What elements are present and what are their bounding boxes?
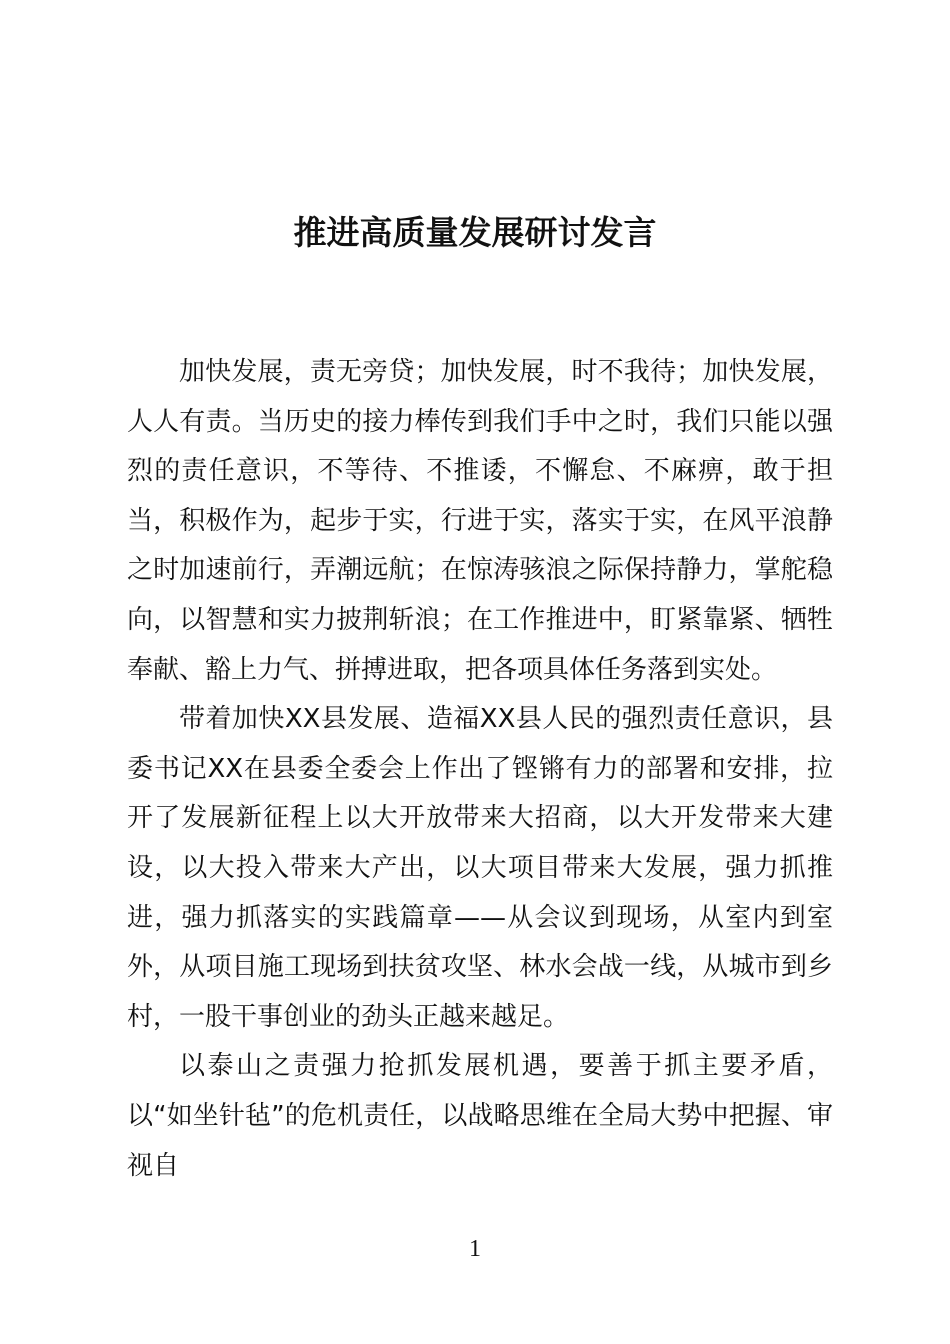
document-title: 推进高质量发展研讨发言: [293, 213, 657, 252]
paragraph-3: 以泰山之责强力抢抓发展机遇，要善于抓主要矛盾，以“如坐针毡”的危机责任，以战略思维在全局大势中把握、审视自: [127, 1051, 833, 1181]
page-number: 1: [469, 1236, 481, 1262]
paragraph-1: 加快发展，责无旁贷；加快发展，时不我待；加快发展，人人有责。当历史的接力棒传到我们手中之时，我们只能以强烈的责任意识，不等待、不推诿，不懈怠、不麻痹，敢于担当，积极作为，起步于实，行进于实，落实于实，在风平浪静之时加速前行，弄潮远航；在惊涛骇浪之际保持静力，掌舵稳向，以智慧和实力披荆斩浪；在工作推进中，盯紧靠紧、牺牲奉献、豁上力气、拼搏进取，把各项具体任务落到实处。: [127, 357, 833, 685]
paragraph-2: 带着加快XX县发展、造福XX县人民的强烈责任意识，县委书记XX在县委全委会上作出了铿锵有力的部署和安排，拉开了发展新征程上以大开放带来大招商，以大开发带来大建设，以大投入带来大产出，以大项目带来大发展，强力抓推进，强力抓落实的实践篇章——从会议到现场，从室内到室外，从项目施工现场到扶贫攻坚、林水会战一线，从城市到乡村，一股干事创业的劲头正越来越足。: [127, 704, 833, 1032]
document-body: [127, 348, 833, 1191]
